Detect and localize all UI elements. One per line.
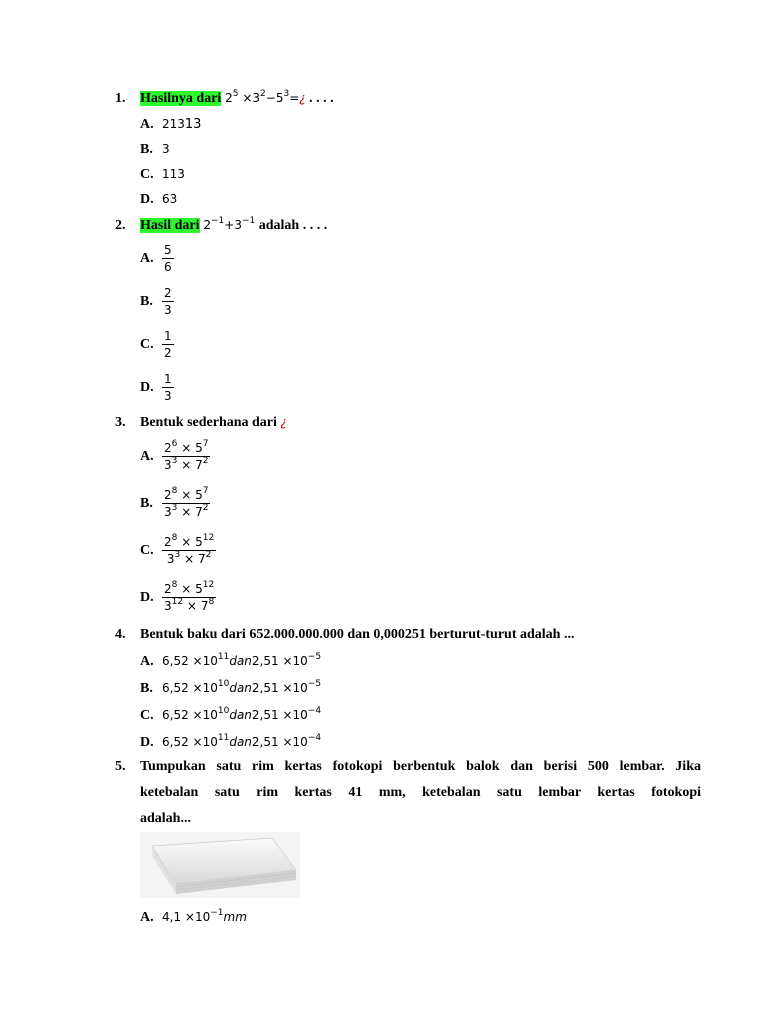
option-1c[interactable]: C. 113 [140,167,185,182]
question-text: Bentuk sederhana dari [140,415,277,430]
question-5-text: Tumpukan satu rim kertas fotokopi berbentuk balok dan berisi 500 lembar. Jika ketebalan satu rim kertas 41 mm, ketebalan satu lembar kertas fotokopi adalah... [140,759,701,826]
option-3b[interactable]: B. $\frac{2^8 \times 5^7}{3^3 \times 7^2}$ [140,486,209,519]
question-number: 1. [115,91,126,106]
question-text: Bentuk baku dari 652.000.000.000 dan 0,000251 berturut-turut adalah ... [140,627,575,642]
option-4b[interactable]: B. $6,52 \times 10^{10}dan2,51 \times 10^{-5}$ [140,679,322,696]
option-3c[interactable]: C. $\frac{2^8 \times 5^{12}}{3^3 \times 7^2}$ [140,533,215,566]
highlighted-label: Hasilnya dari [140,91,222,106]
option-1a[interactable]: A. 21313 [140,117,202,132]
placeholder-mark: ¿ [299,91,306,105]
question-number: 3. [115,415,126,430]
option-1d[interactable]: D. 63 [140,192,178,207]
option-2b[interactable]: B. $\frac{2}{3}$ [140,286,172,317]
paper-stack-image [140,832,300,898]
option-2c[interactable]: C. $\frac{1}{2}$ [140,329,172,360]
option-3d[interactable]: D. $\frac{2^8 \times 5^{12}}{3^{12} \times 7^8}$ [140,580,215,613]
option-3a[interactable]: A. $\frac{2^6 \times 5^7}{3^3 \times 7^2}$ [140,439,209,472]
option-4d[interactable]: D. $6,52 \times 10^{11}dan2,51 \times 10^{-4}$ [140,733,322,750]
option-2d[interactable]: D. $\frac{1}{3}$ [140,372,172,403]
option-5a[interactable]: A. $4,1 \times 10^{-1}mm$ [140,908,247,925]
question-4-stem [115,626,574,644]
question-number: 2. [115,218,126,233]
math-expression: $2^{-1}+3^{-1}$ [203,216,256,232]
option-4a[interactable]: A. $6,52 \times 10^{11}dan2,51 \times 10^{-5}$ [140,652,322,669]
option-2a[interactable]: A. $\frac{5}{6}$ [140,243,172,274]
highlighted-label: Hasil dari [140,218,200,233]
placeholder-mark: ¿ [280,415,287,429]
option-4c[interactable]: C. $6,52 \times 10^{10}dan2,51 \times 10^{-4}$ [140,706,322,723]
question-5-number: 5. [115,759,126,774]
question-2-stem: 2. Hasil dari $2^{-1}+3^{-1}$ adalah . . . . [115,216,328,233]
question-number: 4. [115,627,126,642]
option-1b[interactable]: B. 3 [140,142,170,157]
question-3-stem [115,413,287,432]
question-1-stem: 1. Hasilnya dari $2^5$ $\times 3^2-5^3=¿$ . . . . [115,89,334,106]
math-expression: $2^5$ $\times 3^2-5^3=¿$ [225,89,306,105]
